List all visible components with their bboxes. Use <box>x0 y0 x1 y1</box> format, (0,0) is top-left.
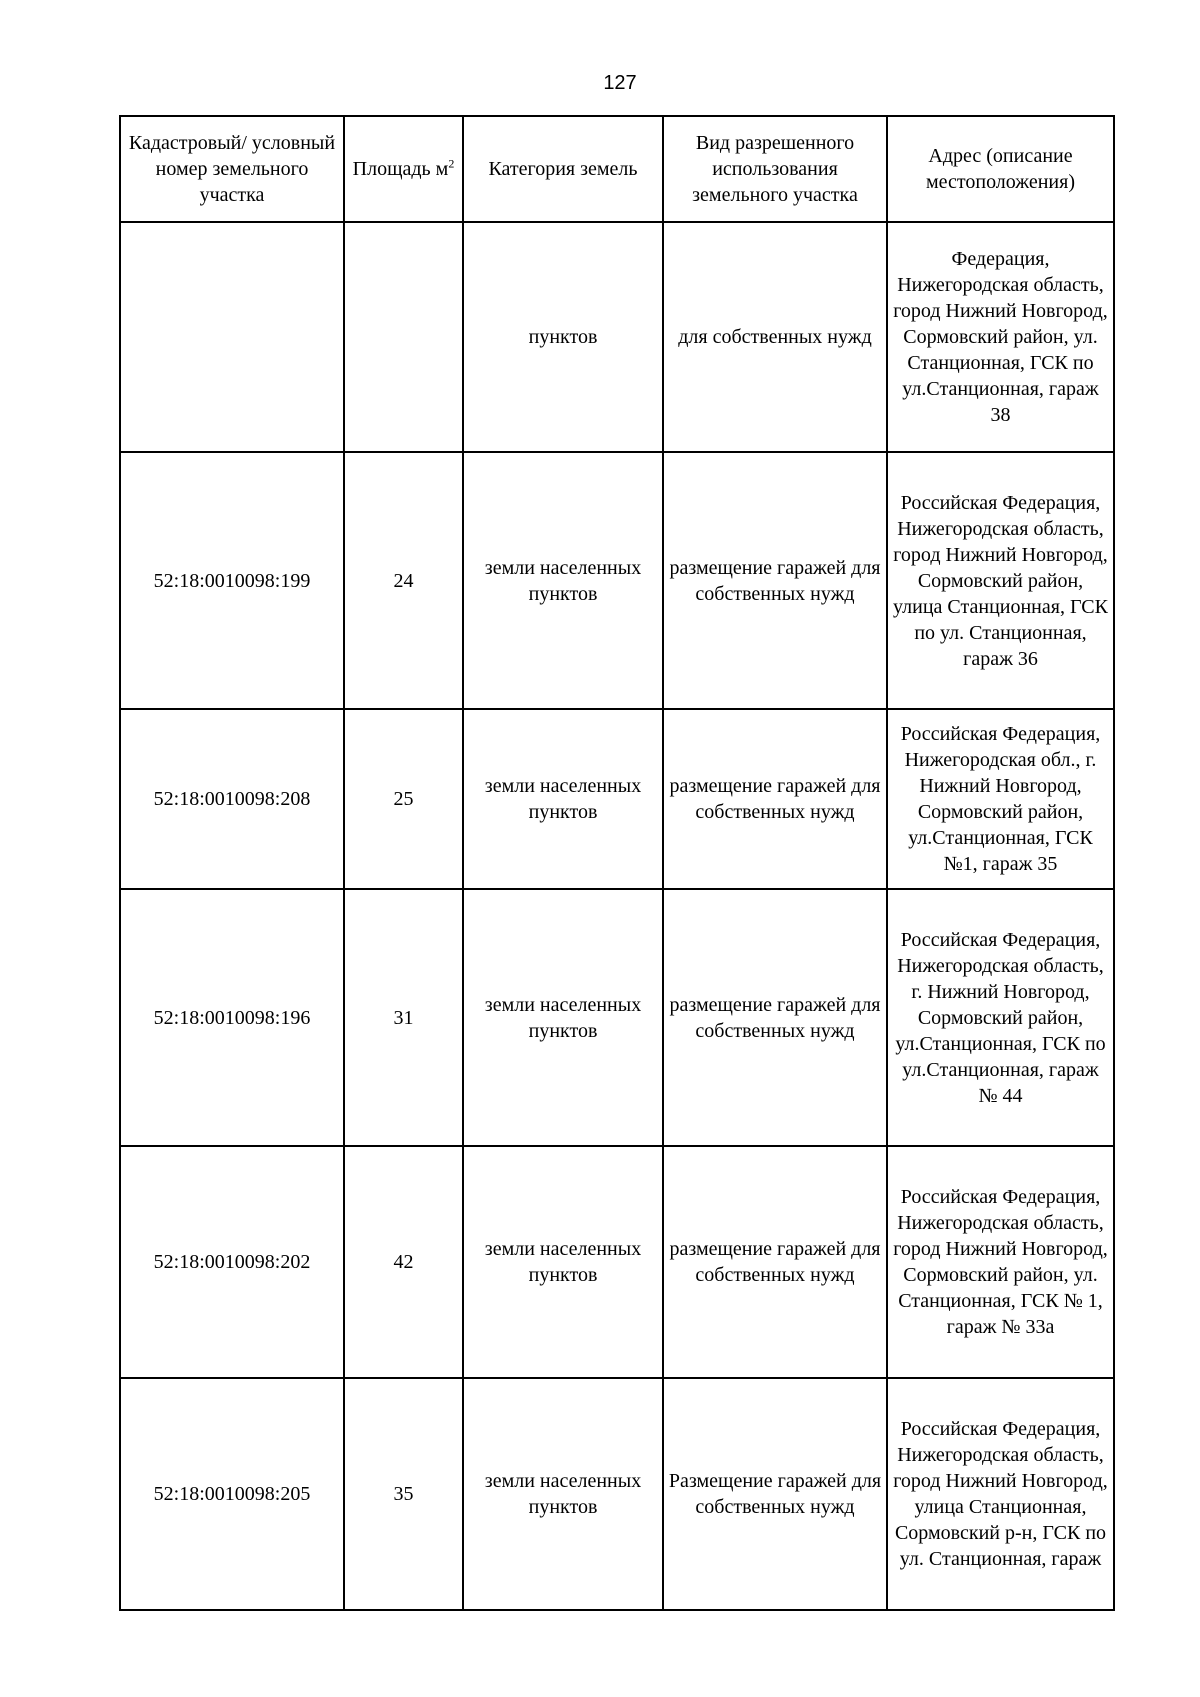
cell-cadastral: 52:18:0010098:196 <box>120 889 344 1146</box>
cell-usage: Размещение гаражей для собственных нужд <box>663 1378 887 1610</box>
header-area-superscript: 2 <box>448 156 455 171</box>
cell-area: 31 <box>344 889 463 1146</box>
table-row <box>120 709 1114 889</box>
cell-address: Российская Федерация, Нижегородская область, г. Нижний Новгород, Сормовский район, ул.Станционная, ГСК по ул.Станционная, гараж № 44 <box>887 889 1114 1146</box>
header-usage: Вид разрешенного использования земельного участка <box>663 116 887 222</box>
cell-cadastral <box>120 222 344 452</box>
cell-category: земли населенных пунктов <box>463 452 663 709</box>
cell-usage: для собственных нужд <box>663 222 887 452</box>
cell-category: земли населенных пунктов <box>463 1378 663 1610</box>
cell-usage: размещение гаражей для собственных нужд <box>663 709 887 889</box>
cell-category: земли населенных пунктов <box>463 1146 663 1378</box>
cell-cadastral: 52:18:0010098:208 <box>120 709 344 889</box>
cell-cadastral: 52:18:0010098:199 <box>120 452 344 709</box>
cell-usage: размещение гаражей для собственных нужд <box>663 889 887 1146</box>
header-category: Категория земель <box>463 116 663 222</box>
cell-area: 42 <box>344 1146 463 1378</box>
table-row <box>120 222 1114 452</box>
cell-address: Российская Федерация, Нижегородская область, город Нижний Новгород, Сормовский район, улица Станционная, ГСК по ул. Станционная, гараж 36 <box>887 452 1114 709</box>
land-plots-table <box>119 115 1115 1611</box>
header-area-label: Площадь м <box>352 158 449 180</box>
cell-cadastral: 52:18:0010098:202 <box>120 1146 344 1378</box>
cell-address: Российская Федерация, Нижегородская область, город Нижний Новгород, Сормовский район, ул. Станционная, ГСК № 1, гараж № 33а <box>887 1146 1114 1378</box>
cell-category: земли населенных пунктов <box>463 709 663 889</box>
cell-address: Федерация, Нижегородская область, город Нижний Новгород, Сормовский район, ул. Станционная, ГСК по ул.Станционная, гараж 38 <box>887 222 1114 452</box>
cell-address: Российская Федерация, Нижегородская обл., г. Нижний Новгород, Сормовский район, ул.Станционная, ГСК №1, гараж 35 <box>887 709 1114 889</box>
cell-category: земли населенных пунктов <box>463 889 663 1146</box>
table-row <box>120 889 1114 1146</box>
table-row <box>120 452 1114 709</box>
cell-category: пунктов <box>463 222 663 452</box>
table-row <box>120 1146 1114 1378</box>
cell-area: 25 <box>344 709 463 889</box>
cell-usage: размещение гаражей для собственных нужд <box>663 1146 887 1378</box>
cell-area <box>344 222 463 452</box>
cell-area: 35 <box>344 1378 463 1610</box>
cell-area: 24 <box>344 452 463 709</box>
page-number: 127 <box>603 72 637 94</box>
cell-cadastral: 52:18:0010098:205 <box>120 1378 344 1610</box>
table-row <box>120 1378 1114 1610</box>
header-area <box>344 116 463 222</box>
header-cadastral: Кадастровый/ условный номер земельного участка <box>120 116 344 222</box>
table-header-row <box>120 116 1114 222</box>
cell-address: Российская Федерация, Нижегородская область, город Нижний Новгород, улица Станционная, Сормовский р-н, ГСК по ул. Станционная, гараж <box>887 1378 1114 1610</box>
header-address: Адрес (описание местоположения) <box>887 116 1114 222</box>
cell-usage: размещение гаражей для собственных нужд <box>663 452 887 709</box>
